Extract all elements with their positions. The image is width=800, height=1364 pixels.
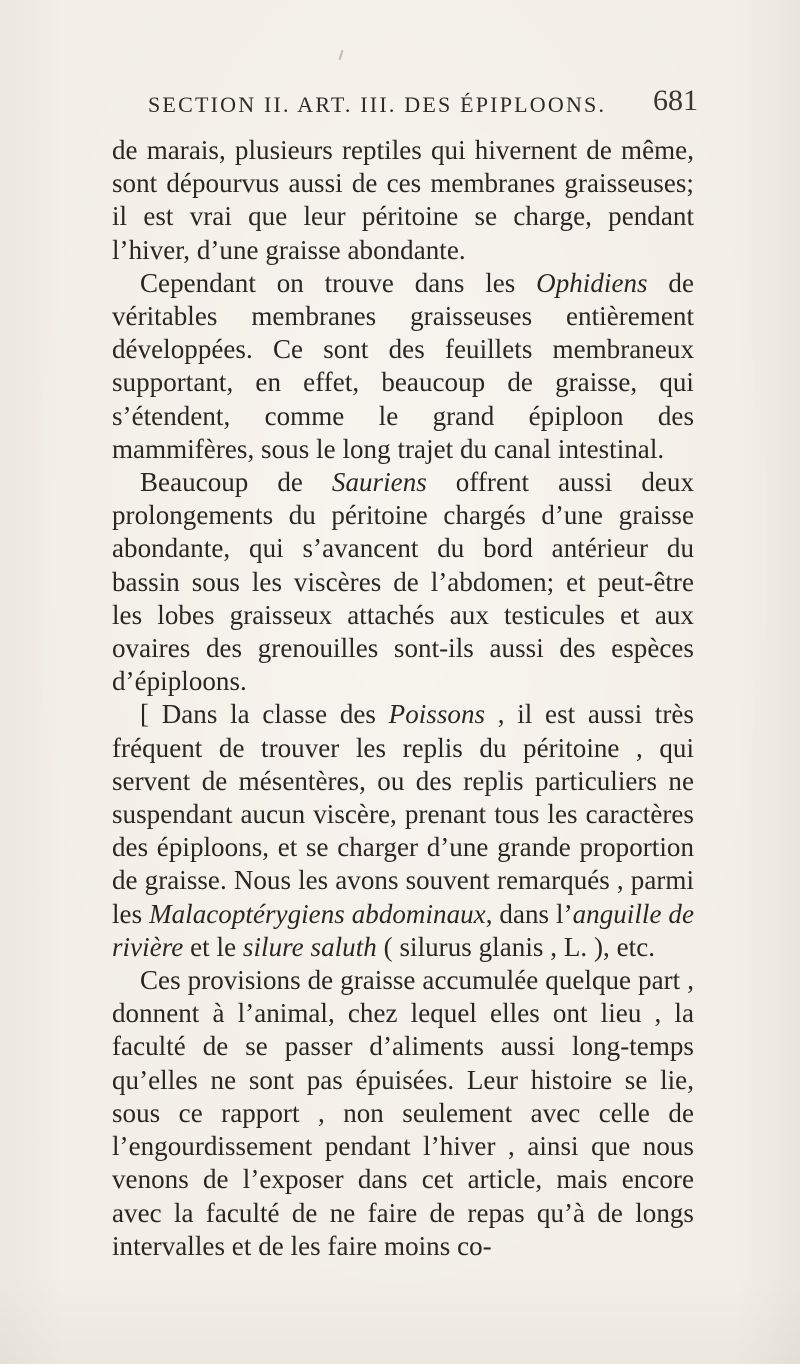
paragraph-text: offrent aussi deux prolongements du péritoine chargés d’une graisse abondante, qui s’avancent du bord antérieur du bassin sous les viscères de l’abdomen; et peut-être les lobes graisseux attachés aux testicules et aux ovaires des grenouilles sont-ils aussi des espèces d’épiploons.	[112, 467, 695, 697]
paragraph-text: ( silurus glanis , L. ), etc.	[376, 931, 656, 962]
italic-term: Poissons	[388, 699, 486, 730]
printing-mark	[339, 50, 344, 60]
italic-term: Sauriens	[331, 467, 427, 498]
page-shadow	[0, 1274, 800, 1364]
paragraph-5	[112, 964, 694, 1263]
paragraph-text: , dans l’	[485, 898, 573, 929]
italic-term: anguille de rivière	[112, 898, 694, 962]
paragraph-4	[112, 698, 694, 964]
paragraph-3	[112, 466, 694, 698]
paragraph-1	[112, 134, 694, 267]
paragraph-2	[112, 267, 694, 466]
body-text	[112, 134, 694, 1263]
paragraph-text: Cependant on trouve dans les	[140, 267, 537, 298]
italic-term: Ophidiens	[536, 267, 648, 298]
italic-term: Malacoptérygiens abdominaux	[149, 898, 486, 929]
paragraph-text: Beaucoup de	[140, 467, 332, 498]
paragraph-text: de marais, plusieurs reptiles qui hivernent de même, sont dépourvus aussi de ces membranes graisseuses; il est vrai que leur péritoine se charge, pendant l’hiver, d’une graisse abondante.	[112, 135, 694, 265]
paragraph-text: [ Dans la classe des	[140, 699, 389, 730]
running-head: SECTION II. ART. III. DES ÉPIPLOONS.	[148, 92, 607, 117]
paragraph-text: Ces provisions de graisse accumulée quelque part , donnent à l’animal, chez lequel elles ont lieu , la faculté de se passer d’aliments aussi long-temps qu’elles ne sont pas épuisées. Leur histoire se lie, sous ce rapport , non seulement avec celle de l’engourdissement pendant l’hiver , ainsi que nous venons de l’exposer dans cet article, mais encore avec la faculté de ne faire de repas qu’à de longs intervalles et de les faire moins co-	[112, 965, 694, 1261]
page-header	[110, 84, 698, 128]
italic-term: silure saluth	[242, 931, 377, 962]
paragraph-text: et le	[183, 931, 243, 962]
page-number: 681	[653, 84, 698, 117]
paragraph-text: de véritables membranes graisseuses entièrement développées. Ce sont des feuillets membraneux supportant, en effet, beaucoup de graisse, qui s’étendent, comme le grand épiploon des mammifères, sous le long trajet du canal intestinal.	[112, 267, 694, 464]
paragraph-text: , il est aussi très fréquent de trouver les replis du péritoine , qui servent de mésentères, ou des replis particuliers ne suspendant aucun viscère, prenant tous les caractères des épiploons, et se charger d’une grande proportion de graisse. Nous les avons souvent remarqués , parmi les	[112, 699, 694, 929]
